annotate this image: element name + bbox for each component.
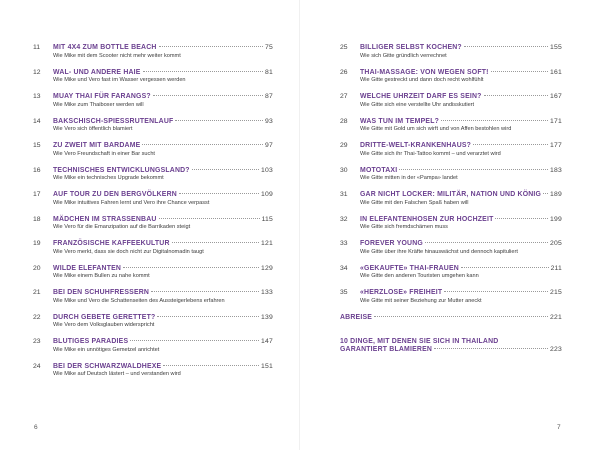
chapter-subtitle: Wie Gitte mit Gold um sich wirft und von Affen bestohlen wird bbox=[360, 126, 512, 132]
chapter-subtitle: Wie Mike und Vero fast im Wasser vergessen werden bbox=[53, 77, 186, 83]
chapter-number: 15 bbox=[33, 142, 41, 149]
page-number: 7 bbox=[557, 424, 561, 431]
chapter-title: WELCHE UHRZEIT DARF ES SEIN? bbox=[360, 93, 482, 100]
chapter-number: 24 bbox=[33, 362, 41, 370]
toc-entry bbox=[340, 167, 562, 192]
chapter-title-line bbox=[53, 338, 273, 345]
chapter-number: 18 bbox=[33, 215, 41, 223]
chapter-number: 19 bbox=[33, 240, 41, 247]
chapter-page-number: 183 bbox=[550, 166, 562, 174]
toc-entry bbox=[33, 314, 273, 339]
toc-entry bbox=[33, 191, 273, 216]
dot-leader bbox=[123, 266, 259, 268]
chapter-number: 32 bbox=[340, 215, 348, 223]
chapter-title: WAL- UND ANDERE HAIE bbox=[53, 68, 141, 76]
dot-leader bbox=[163, 364, 259, 366]
dot-leader bbox=[484, 94, 548, 96]
dot-leader bbox=[444, 290, 548, 292]
chapter-subtitle: Wie Gitte mit seiner Beziehung zur Mutter aneckt bbox=[360, 297, 482, 304]
chapter-subtitle: Wie Mike ein unnötiges Gemetzel anrichtet bbox=[53, 346, 160, 353]
dot-leader bbox=[159, 217, 260, 219]
chapter-page-number: 87 bbox=[265, 93, 273, 100]
chapter-title: IN ELEFANTENHOSEN ZUR HOCHZEIT bbox=[360, 215, 494, 223]
toc-entry bbox=[340, 265, 562, 290]
chapter-number: 35 bbox=[340, 289, 348, 296]
chapter-title-line bbox=[53, 118, 273, 125]
chapter-subtitle: Wie Vero merkt, dass sie doch nicht zur Digitalnomadin taugt bbox=[53, 248, 204, 255]
chapter-page-number: 161 bbox=[550, 68, 562, 76]
chapter-title-line bbox=[360, 216, 562, 223]
chapter-page-number: 189 bbox=[550, 191, 562, 198]
toc-entry bbox=[33, 118, 273, 143]
chapter-page-number: 155 bbox=[550, 44, 562, 51]
toc-entry bbox=[340, 240, 562, 265]
chapter-number: 16 bbox=[33, 166, 41, 174]
chapter-page-number: 211 bbox=[550, 264, 562, 272]
chapter-title-line-2 bbox=[340, 346, 562, 353]
toc-entry bbox=[33, 69, 273, 94]
chapter-title-line bbox=[53, 167, 273, 174]
toc-entry bbox=[33, 44, 273, 69]
chapter-subtitle: Wie Gitte den anderen Touristen umgehen kann bbox=[360, 273, 479, 279]
chapter-title-line bbox=[53, 289, 273, 296]
chapter-title-line bbox=[360, 240, 562, 247]
chapter-title-line bbox=[53, 142, 273, 149]
chapter-number: 25 bbox=[340, 44, 348, 51]
dot-leader bbox=[495, 217, 548, 219]
chapter-title: FOREVER YOUNG bbox=[360, 240, 423, 247]
chapter-title: 10 DINGE, MIT DENEN SIE SICH IN THAILAND bbox=[340, 338, 499, 345]
dot-leader bbox=[374, 315, 548, 317]
dot-leader bbox=[130, 339, 259, 341]
chapter-title-line bbox=[360, 191, 562, 198]
chapter-subtitle: Wie Mike und Vero die Schattenseiten des Aussteigerlebens erfahren bbox=[53, 297, 225, 304]
chapter-title-line bbox=[53, 265, 273, 272]
chapter-title: BEI DEN SCHUHFRESSERN bbox=[53, 289, 150, 296]
chapter-number: 12 bbox=[33, 68, 41, 76]
chapter-number: 27 bbox=[340, 93, 348, 100]
toc-entry bbox=[340, 216, 562, 241]
chapter-title: THAI-MASSAGE: VON WEGEN SOFT! bbox=[360, 68, 489, 76]
chapter-title: WILDE ELEFANTEN bbox=[53, 264, 122, 272]
chapter-title: MOTOTAXI bbox=[360, 166, 398, 174]
chapter-subtitle: Wie Gitte über ihre Kräfte hinauswächst und dennoch kapituliert bbox=[360, 248, 518, 255]
chapter-number: 21 bbox=[33, 289, 41, 296]
dot-leader bbox=[159, 45, 263, 47]
chapter-title: WAS TUN IM TEMPEL? bbox=[360, 117, 440, 125]
chapter-number: 17 bbox=[33, 191, 41, 198]
toc-entry bbox=[340, 142, 562, 167]
chapter-title-continued: GARANTIERT BLAMIEREN bbox=[340, 346, 433, 354]
chapter-title-line bbox=[340, 314, 562, 321]
dot-leader bbox=[473, 143, 548, 145]
dot-leader bbox=[151, 290, 259, 292]
chapter-subtitle: Wie Vero dem Volksglauben widerspricht bbox=[53, 322, 155, 328]
chapter-subtitle: Wie Mike zum Thaiboxer werden will bbox=[53, 101, 144, 108]
toc-entry bbox=[33, 93, 273, 118]
chapter-title: GAR NICHT LOCKER: MILITÄR, NATION UND KÖNIG bbox=[360, 191, 542, 198]
chapter-subtitle: Wie Gitte sich eine verstellte Uhr andisskutiert bbox=[360, 101, 475, 108]
chapter-title-line bbox=[53, 240, 273, 247]
toc-entry bbox=[340, 289, 562, 314]
chapter-page-number: 199 bbox=[550, 215, 562, 223]
chapter-title-line bbox=[360, 93, 562, 100]
toc-entry bbox=[33, 265, 273, 290]
chapter-number: 26 bbox=[340, 68, 348, 76]
chapter-page-number: 93 bbox=[265, 117, 273, 125]
toc-entry bbox=[33, 240, 273, 265]
toc-entry bbox=[33, 142, 273, 167]
chapter-subtitle: Wie Vero Freundschaft in einer Bar sucht bbox=[53, 150, 155, 157]
chapter-title: «GEKAUFTE» THAI-FRAUEN bbox=[360, 264, 459, 272]
toc-entry bbox=[340, 44, 562, 69]
chapter-number: 30 bbox=[340, 166, 348, 174]
chapter-subtitle: Wie Mike intuitives Fahren lernt und Vero ihre Chance verpasst bbox=[53, 199, 210, 206]
chapter-title: TECHNISCHES ENTWICKLUNGSLAND? bbox=[53, 166, 190, 174]
chapter-page-number: 167 bbox=[550, 93, 562, 100]
toc-entry bbox=[340, 338, 562, 370]
chapter-title: MUAY THAI FÜR FARANGS? bbox=[53, 93, 151, 100]
toc-entry bbox=[33, 216, 273, 241]
dot-leader bbox=[543, 192, 548, 194]
chapter-title: MIT 4X4 ZUM BOTTLE BEACH bbox=[53, 44, 157, 51]
chapter-subtitle: Wie Gitte mitten in der «Pampa» landet bbox=[360, 175, 458, 181]
chapter-title: DRITTE-WELT-KRANKENHAUS? bbox=[360, 142, 472, 149]
dot-leader bbox=[142, 143, 263, 145]
chapter-title-line bbox=[340, 338, 562, 345]
toc-entry bbox=[340, 191, 562, 216]
chapter-title-line bbox=[53, 69, 273, 76]
chapter-page-number: 171 bbox=[550, 117, 562, 125]
chapter-title-line bbox=[360, 167, 562, 174]
chapter-title-line bbox=[360, 142, 562, 149]
chapter-number: 23 bbox=[33, 338, 41, 345]
dot-leader bbox=[172, 241, 259, 243]
chapter-page-number: 97 bbox=[265, 142, 273, 149]
chapter-title: BEI DER SCHWARZWALDHEXE bbox=[53, 362, 162, 370]
dot-leader bbox=[441, 119, 548, 121]
chapter-number: 20 bbox=[33, 264, 41, 272]
chapter-page-number: 221 bbox=[550, 313, 562, 321]
dot-leader bbox=[179, 192, 259, 194]
chapter-number: 29 bbox=[340, 142, 348, 149]
chapter-title-line bbox=[53, 44, 273, 51]
chapter-page-number: 121 bbox=[261, 240, 273, 247]
chapter-title-line bbox=[360, 44, 562, 51]
chapter-title-line bbox=[53, 191, 273, 198]
chapter-title-line bbox=[360, 265, 562, 272]
chapter-title: ZU ZWEIT MIT BARDAME bbox=[53, 142, 141, 149]
chapter-title: BLUTIGES PARADIES bbox=[53, 338, 129, 345]
chapter-number: 31 bbox=[340, 191, 348, 198]
chapter-page-number: 177 bbox=[550, 142, 562, 149]
table-of-contents-left bbox=[33, 44, 273, 387]
chapter-title: AUF TOUR ZU DEN BERGVÖLKERN bbox=[53, 191, 177, 198]
dot-leader bbox=[461, 266, 549, 268]
chapter-number: 13 bbox=[33, 93, 41, 100]
dot-leader bbox=[157, 315, 259, 317]
chapter-page-number: 109 bbox=[261, 191, 273, 198]
page-number: 6 bbox=[34, 424, 38, 431]
chapter-page-number: 133 bbox=[261, 289, 273, 296]
chapter-subtitle: Wie Gitte mit den Falschen Spaß haben will bbox=[360, 199, 469, 206]
dot-leader bbox=[143, 70, 263, 72]
chapter-title-line bbox=[360, 289, 562, 296]
chapter-title-line bbox=[53, 314, 273, 321]
chapter-subtitle: Wie Mike mit dem Scooter nicht mehr weiter kommt bbox=[53, 52, 181, 59]
chapter-number: 28 bbox=[340, 117, 348, 125]
toc-entry bbox=[33, 167, 273, 192]
chapter-page-number: 103 bbox=[261, 166, 273, 174]
chapter-subtitle: Wie Mike einem Bullen zu nahe kommt bbox=[53, 273, 150, 279]
chapter-subtitle: Wie Mike auf Deutsch lästert – und verstanden wird bbox=[53, 371, 181, 377]
chapter-title-line bbox=[53, 363, 273, 370]
chapter-page-number: 205 bbox=[550, 240, 562, 247]
toc-entry bbox=[33, 338, 273, 363]
chapter-title: MÄDCHEN IM STRASSENBAU bbox=[53, 215, 157, 223]
chapter-subtitle: Wie Gitte sich ihr Thai-Tattoo kommt – und verarztet wird bbox=[360, 150, 501, 157]
chapter-title: «HERZLOSE» FREIHEIT bbox=[360, 289, 443, 296]
chapter-number: 33 bbox=[340, 240, 348, 247]
chapter-page-number: 151 bbox=[261, 362, 273, 370]
chapter-page-number: 81 bbox=[265, 68, 273, 76]
chapter-title: ABREISE bbox=[340, 313, 373, 321]
chapter-page-number: 215 bbox=[550, 289, 562, 296]
chapter-title-line bbox=[53, 216, 273, 223]
chapter-title-line bbox=[53, 93, 273, 100]
toc-entry bbox=[340, 93, 562, 118]
chapter-subtitle: Wie Gitte gestreckt und dann doch recht wohlfühlt bbox=[360, 77, 484, 83]
chapter-subtitle: Wie Vero für die Emanzipation auf die Barrikaden steigt bbox=[53, 224, 191, 230]
dot-leader bbox=[464, 45, 548, 47]
chapter-title: FRANZÖSISCHE KAFFEEKULTUR bbox=[53, 240, 170, 247]
chapter-title: BILLIGER SELBST KOCHEN? bbox=[360, 44, 462, 51]
chapter-title-line bbox=[360, 118, 562, 125]
chapter-title: DURCH GEBETE GERETTET? bbox=[53, 313, 156, 321]
chapter-subtitle: Wie sich Gitte gründlich verrechnet bbox=[360, 52, 447, 59]
chapter-page-number: 75 bbox=[265, 44, 273, 51]
chapter-number: 11 bbox=[33, 44, 41, 51]
dot-leader bbox=[491, 70, 548, 72]
chapter-subtitle: Wie Vero sich öffentlich blamiert bbox=[53, 126, 133, 132]
chapter-number: 14 bbox=[33, 117, 41, 125]
chapter-subtitle: Wie Mike ein technisches Upgrade bekommt bbox=[53, 175, 164, 181]
chapter-page-number: 129 bbox=[261, 264, 273, 272]
chapter-page-number: 139 bbox=[261, 313, 273, 321]
chapter-page-number: 147 bbox=[261, 338, 273, 345]
dot-leader bbox=[175, 119, 263, 121]
dot-leader bbox=[192, 168, 259, 170]
dot-leader bbox=[153, 94, 263, 96]
table-of-contents-right bbox=[340, 44, 562, 370]
chapter-title-line bbox=[360, 69, 562, 76]
chapter-number: 22 bbox=[33, 313, 41, 321]
chapter-page-number: 115 bbox=[261, 215, 273, 223]
dot-leader bbox=[399, 168, 548, 170]
toc-entry bbox=[33, 289, 273, 314]
chapter-number: 34 bbox=[340, 264, 348, 272]
chapter-page-number: 223 bbox=[550, 346, 562, 354]
toc-entry bbox=[33, 363, 273, 388]
toc-entry bbox=[340, 118, 562, 143]
chapter-subtitle: Wie Gitte sich fremdschämen muss bbox=[360, 224, 448, 230]
dot-leader bbox=[434, 347, 548, 349]
toc-entry bbox=[340, 69, 562, 94]
right-page bbox=[300, 0, 600, 450]
chapter-title: BAKSCHISCH-SPIESSRUTENLAUF bbox=[53, 117, 174, 125]
toc-entry bbox=[340, 314, 562, 339]
dot-leader bbox=[425, 241, 548, 243]
